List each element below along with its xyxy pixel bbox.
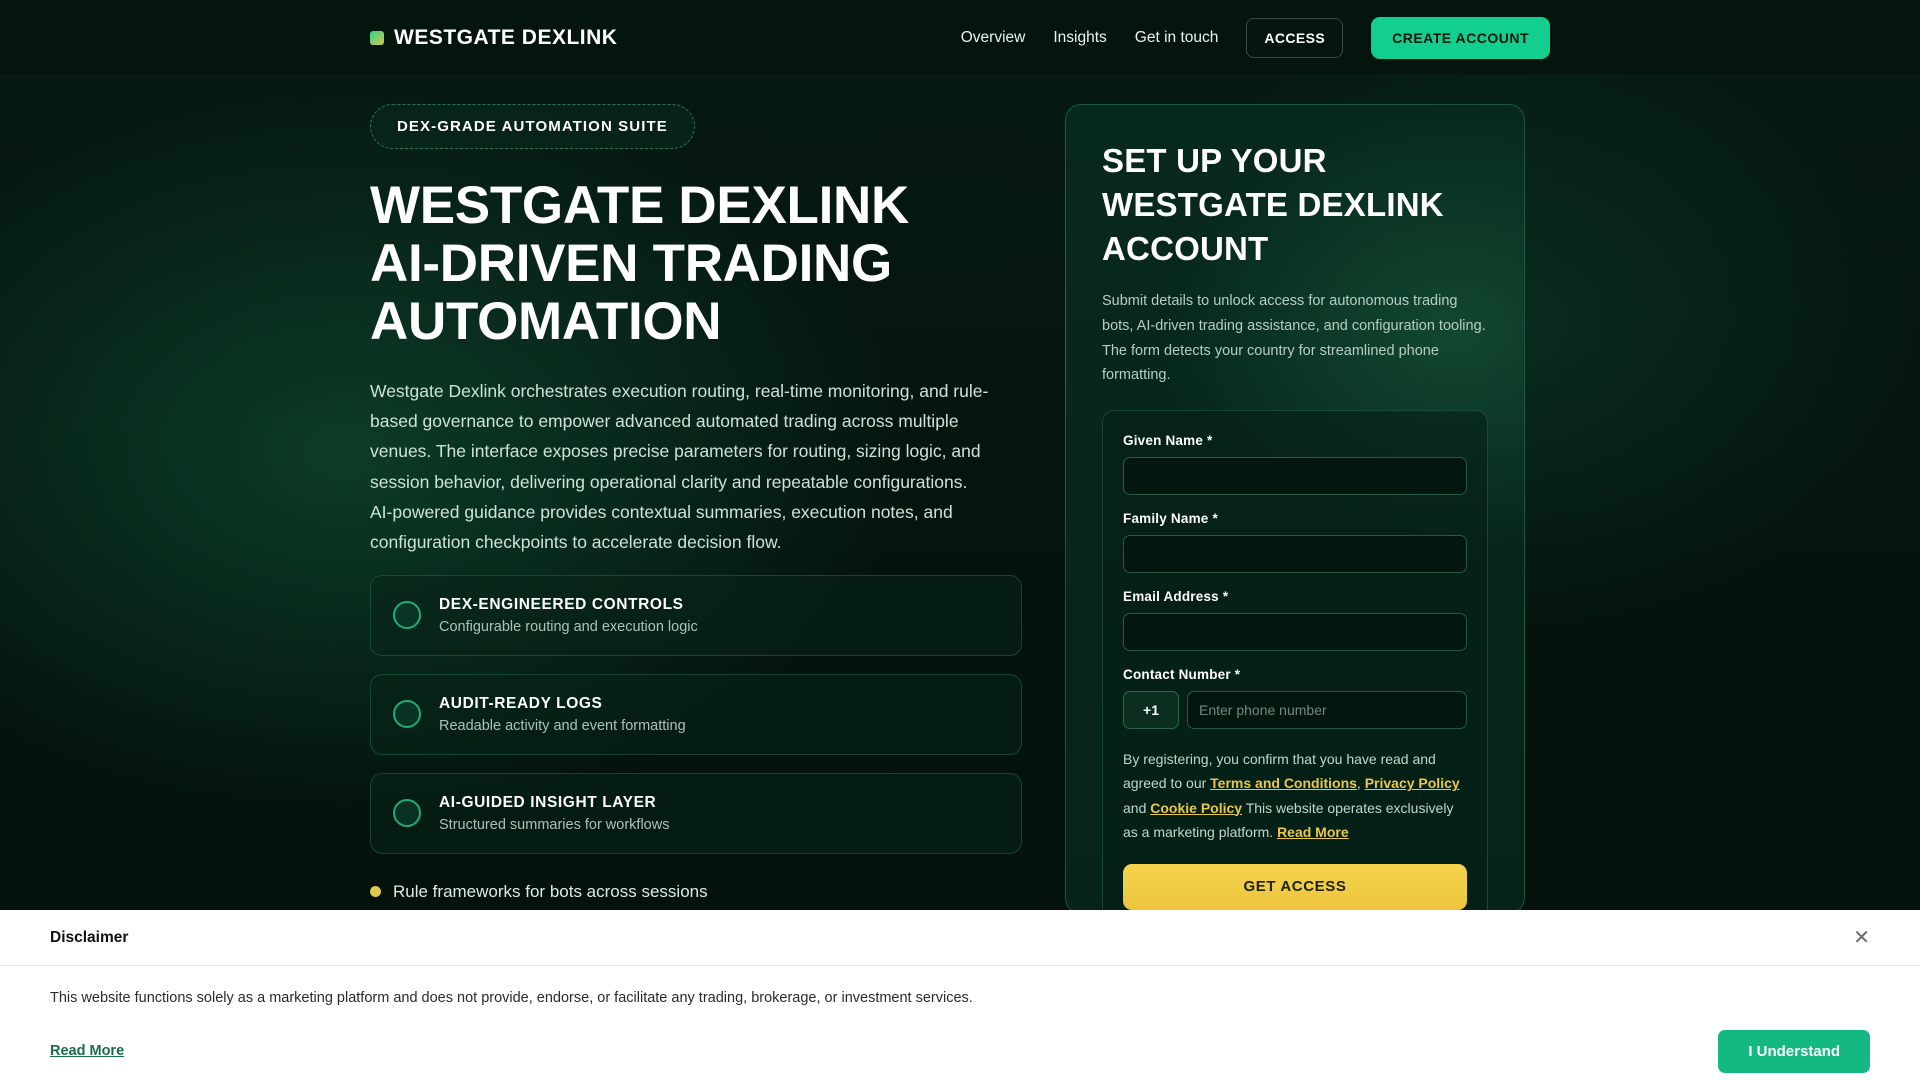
disclaimer-footer xyxy=(0,1030,1920,1073)
site-header xyxy=(0,0,1920,76)
disclaimer-banner xyxy=(0,910,1920,1080)
form-description: Submit details to unlock access for autonomous trading bots, AI-driven trading assistance, and configuration tooling. The form detects your country for streamlined phone formatting. xyxy=(1102,292,1486,384)
feature-title: AI-GUIDED INSIGHT LAYER xyxy=(439,793,657,811)
contact-number-field-group xyxy=(1123,667,1467,729)
get-access-button[interactable]: GET ACCESS xyxy=(1123,864,1467,910)
email-input[interactable] xyxy=(1123,613,1467,651)
circle-icon xyxy=(393,799,421,827)
signup-form-card xyxy=(1065,104,1525,914)
nav-item-get-in-touch[interactable]: Get in touch xyxy=(1134,28,1219,46)
disclaimer-body xyxy=(0,966,1920,1010)
bullet-icon xyxy=(370,886,381,897)
feature-subtitle: Readable activity and event formatting xyxy=(439,717,686,734)
nav-item-insights[interactable]: Insights xyxy=(1053,28,1107,46)
form-title: SET UP YOUR WESTGATE DEXLINK ACCOUNT xyxy=(1102,142,1444,267)
main-nav xyxy=(961,17,1550,59)
legal-read-more-link[interactable]: Read More xyxy=(1277,823,1349,840)
feature-title: AUDIT-READY LOGS xyxy=(439,694,603,712)
access-button[interactable]: ACCESS xyxy=(1246,18,1343,58)
feature-card-controls xyxy=(370,575,1022,656)
feature-subtitle: Structured summaries for workflows xyxy=(439,816,670,833)
disclaimer-read-more-link[interactable]: Read More xyxy=(50,1043,125,1060)
close-icon[interactable]: ✕ xyxy=(1853,926,1870,949)
given-name-label: Given Name * xyxy=(1123,433,1213,449)
legal-intro: By registering, you confirm that you have read and agreed to our xyxy=(1123,751,1436,792)
logo-icon xyxy=(370,31,384,45)
legal-text xyxy=(1123,747,1467,843)
disclaimer-title: Disclaimer xyxy=(50,928,129,946)
family-name-label: Family Name * xyxy=(1123,511,1218,527)
brand[interactable] xyxy=(370,26,617,50)
privacy-link[interactable]: Privacy Policy xyxy=(1364,775,1460,792)
i-understand-button[interactable]: I Understand xyxy=(1718,1030,1870,1073)
phone-input[interactable] xyxy=(1187,691,1467,729)
feature-subtitle: Configurable routing and execution logic xyxy=(439,618,698,635)
cookie-link[interactable]: Cookie Policy xyxy=(1150,799,1243,816)
nav-item-overview[interactable]: Overview xyxy=(960,28,1026,46)
email-field-group xyxy=(1123,589,1467,651)
family-name-field-group xyxy=(1123,511,1467,573)
create-account-button[interactable]: CREATE ACCOUNT xyxy=(1371,17,1550,59)
email-label: Email Address * xyxy=(1123,589,1229,605)
disclaimer-header xyxy=(0,910,1920,966)
form-fields xyxy=(1102,410,1488,914)
hero-badge: DEX-GRADE AUTOMATION SUITE xyxy=(370,104,695,149)
legal-tail: This website operates exclusively as a marketing platform. xyxy=(1123,799,1454,840)
feature-card-logs xyxy=(370,674,1022,755)
family-name-input[interactable] xyxy=(1123,535,1467,573)
hero-bullet-label: Rule frameworks for bots across sessions xyxy=(393,881,708,901)
country-code-selector[interactable]: +1 xyxy=(1123,691,1179,729)
brand-name: WESTGATE DEXLINK xyxy=(394,25,618,49)
hero-description: Westgate Dexlink orchestrates execution routing, real-time monitoring, and rule-based governance to empower advanced automated trading across multiple venues. The interface exposes precise parameters for routing, sizing logic, and session behavior, delivering operational clarity and repeatable configurations. AI-powered guidance provides contextual summaries, execution notes, and configuration checkpoints to accelerate decision flow. xyxy=(370,381,989,552)
feature-title: DEX-ENGINEERED CONTROLS xyxy=(439,595,684,613)
phone-row xyxy=(1123,691,1467,729)
given-name-field-group xyxy=(1123,433,1467,495)
given-name-input[interactable] xyxy=(1123,457,1467,495)
circle-icon xyxy=(393,601,421,629)
feature-card-insight xyxy=(370,773,1022,854)
hero-section xyxy=(370,104,1030,902)
disclaimer-text: This website functions solely as a marketing platform and does not provide, endorse, or facilitate any trading, brokerage, or investment services. xyxy=(50,990,973,1006)
legal-comma: , xyxy=(1356,775,1365,792)
terms-link[interactable]: Terms and Conditions xyxy=(1210,775,1357,792)
circle-icon xyxy=(393,700,421,728)
contact-number-label: Contact Number * xyxy=(1123,667,1241,683)
page-title: WESTGATE DEXLINK AI-DRIVEN TRADING AUTOMATION xyxy=(370,176,909,351)
legal-and: and xyxy=(1123,799,1151,816)
hero-bullet xyxy=(370,882,1030,902)
